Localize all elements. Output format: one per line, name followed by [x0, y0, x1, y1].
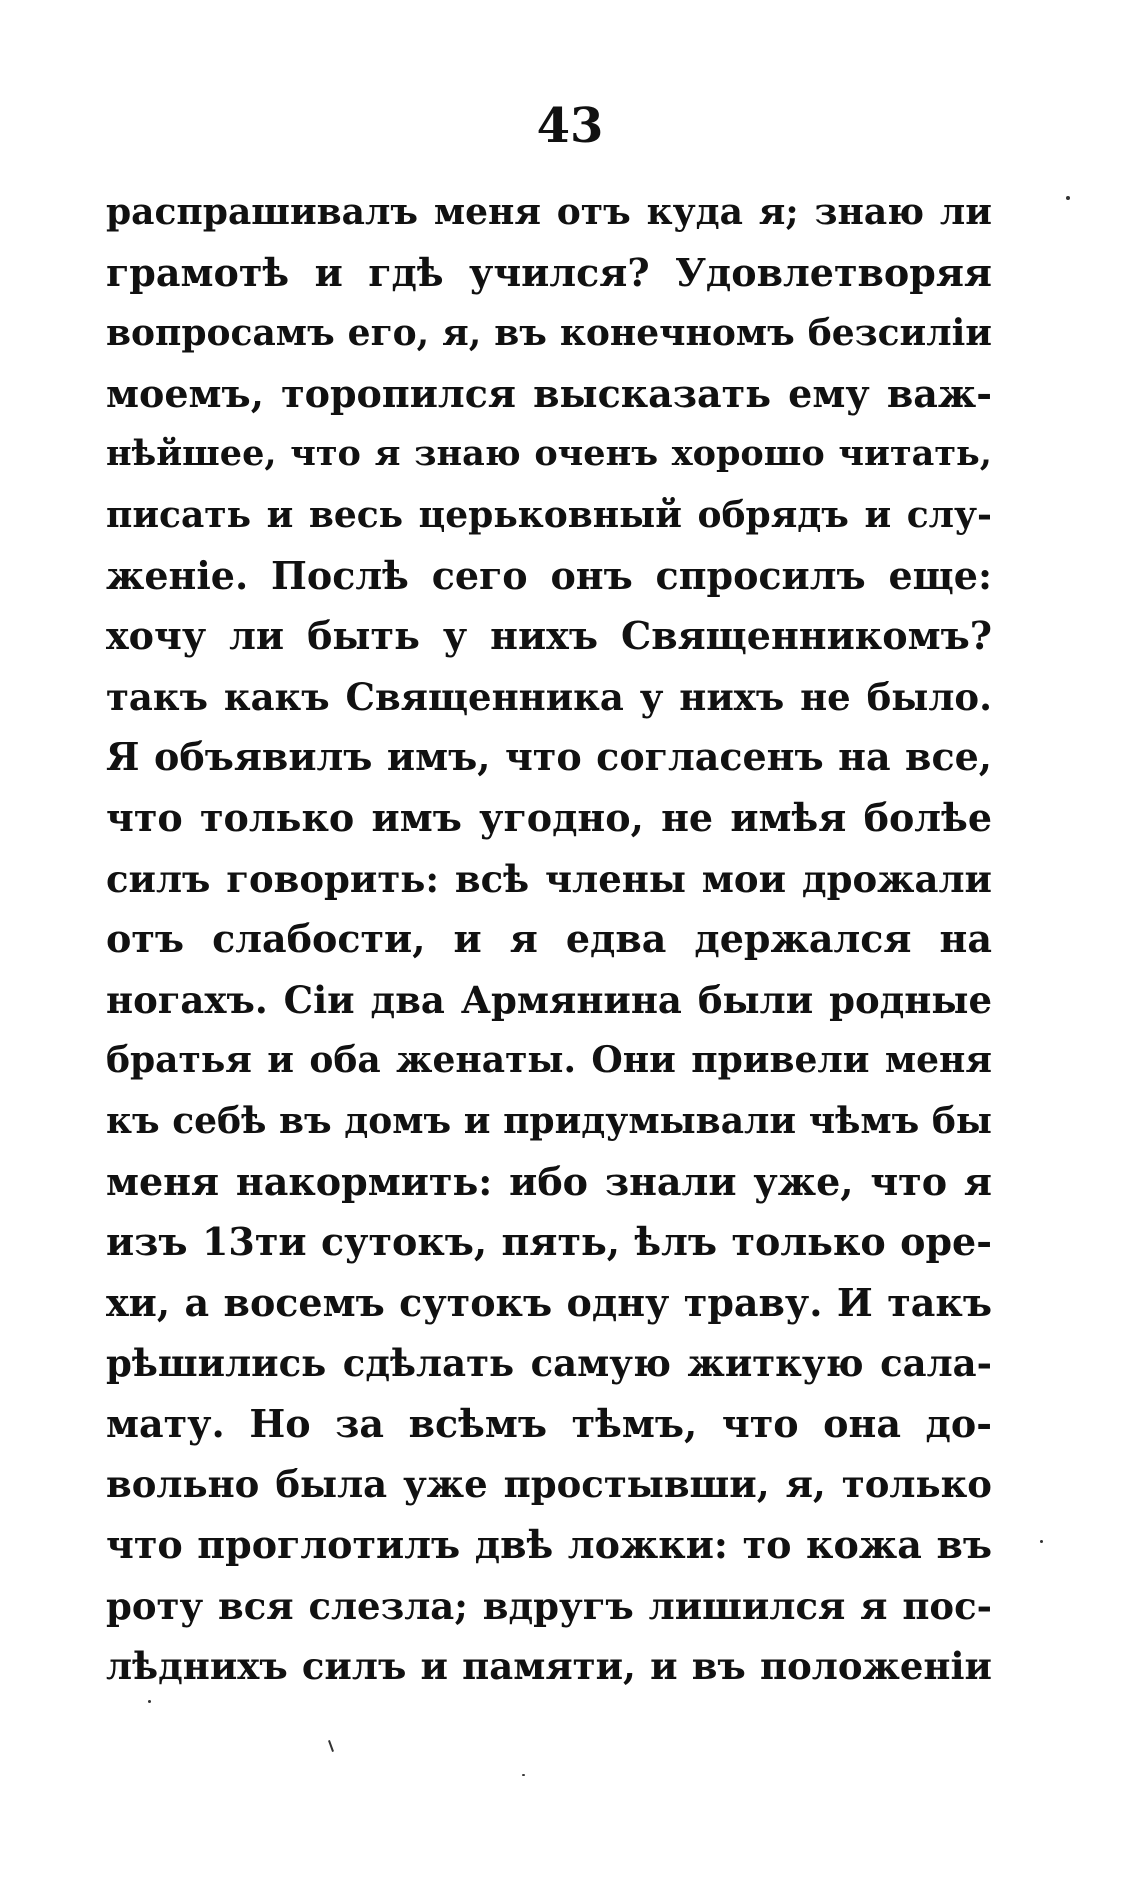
text-line: такъ какъ Священника у нихъ не было. [106, 674, 992, 719]
text-line: писать и весь церьковный обрядъ и слу- [106, 493, 992, 536]
text-line: отъ слабости, и я едва держался на [106, 916, 992, 962]
text-line: меня накормить: ибо знали уже, что я [106, 1158, 992, 1204]
text-line: изъ 13ти сутокъ, пять, ѣлъ только оре- [106, 1219, 992, 1265]
text-line: хи, а восемъ сутокъ одну траву. И такъ [106, 1279, 992, 1325]
text-line: мату. Но за всѣмъ тѣмъ, что она до- [106, 1400, 992, 1446]
text-line: братья и оба женаты. Они привели меня [106, 1039, 992, 1082]
scan-speck [1066, 196, 1070, 200]
text-line: моемъ, торопился высказать ему важ- [106, 370, 992, 416]
text-line: что только имъ угодно, не имѣя болѣе [106, 794, 992, 840]
text-line: вольно была уже простывши, я, только [106, 1462, 992, 1507]
body-text [106, 182, 992, 1697]
text-line: ногахъ. Сіи два Армянина были родные [106, 977, 992, 1022]
text-line: женіе. Послѣ сего онъ спросилъ еще: [106, 552, 992, 598]
text-line: Я объявилъ имъ, что согласенъ на все, [106, 734, 992, 780]
text-line: рѣшились сдѣлать самую житкую сала- [106, 1341, 992, 1386]
scan-speck [148, 1700, 151, 1703]
text-line: роту вся слезла; вдругъ лишился я пос- [106, 1583, 992, 1628]
text-line: хочу ли быть у нихъ Священникомъ? [106, 613, 992, 659]
text-line: грамотѣ и гдѣ учился? Удовлетворяя [106, 249, 992, 295]
text-line: лѣднихъ силъ и памяти, и въ положеніи [106, 1644, 992, 1689]
text-line: вопросамъ его, я, въ конечномъ безсиліи [106, 312, 992, 355]
text-line: нѣйшее, что я знаю оченъ хорошо читать, [106, 433, 992, 475]
text-line: силъ говорить: всѣ члены мои дрожали [106, 856, 992, 901]
text-line: распрашивалъ меня отъ куда я; знаю ли [106, 191, 992, 233]
page-number: 43 [536, 98, 604, 154]
scan-speck [522, 1774, 525, 1776]
scan-mark [328, 1740, 334, 1752]
scan-speck [1040, 1540, 1043, 1543]
text-line: къ себѣ въ домъ и придумывали чѣмъ бы [106, 1099, 992, 1142]
text-line: что проглотилъ двѣ ложки: то кожа въ [106, 1522, 992, 1568]
